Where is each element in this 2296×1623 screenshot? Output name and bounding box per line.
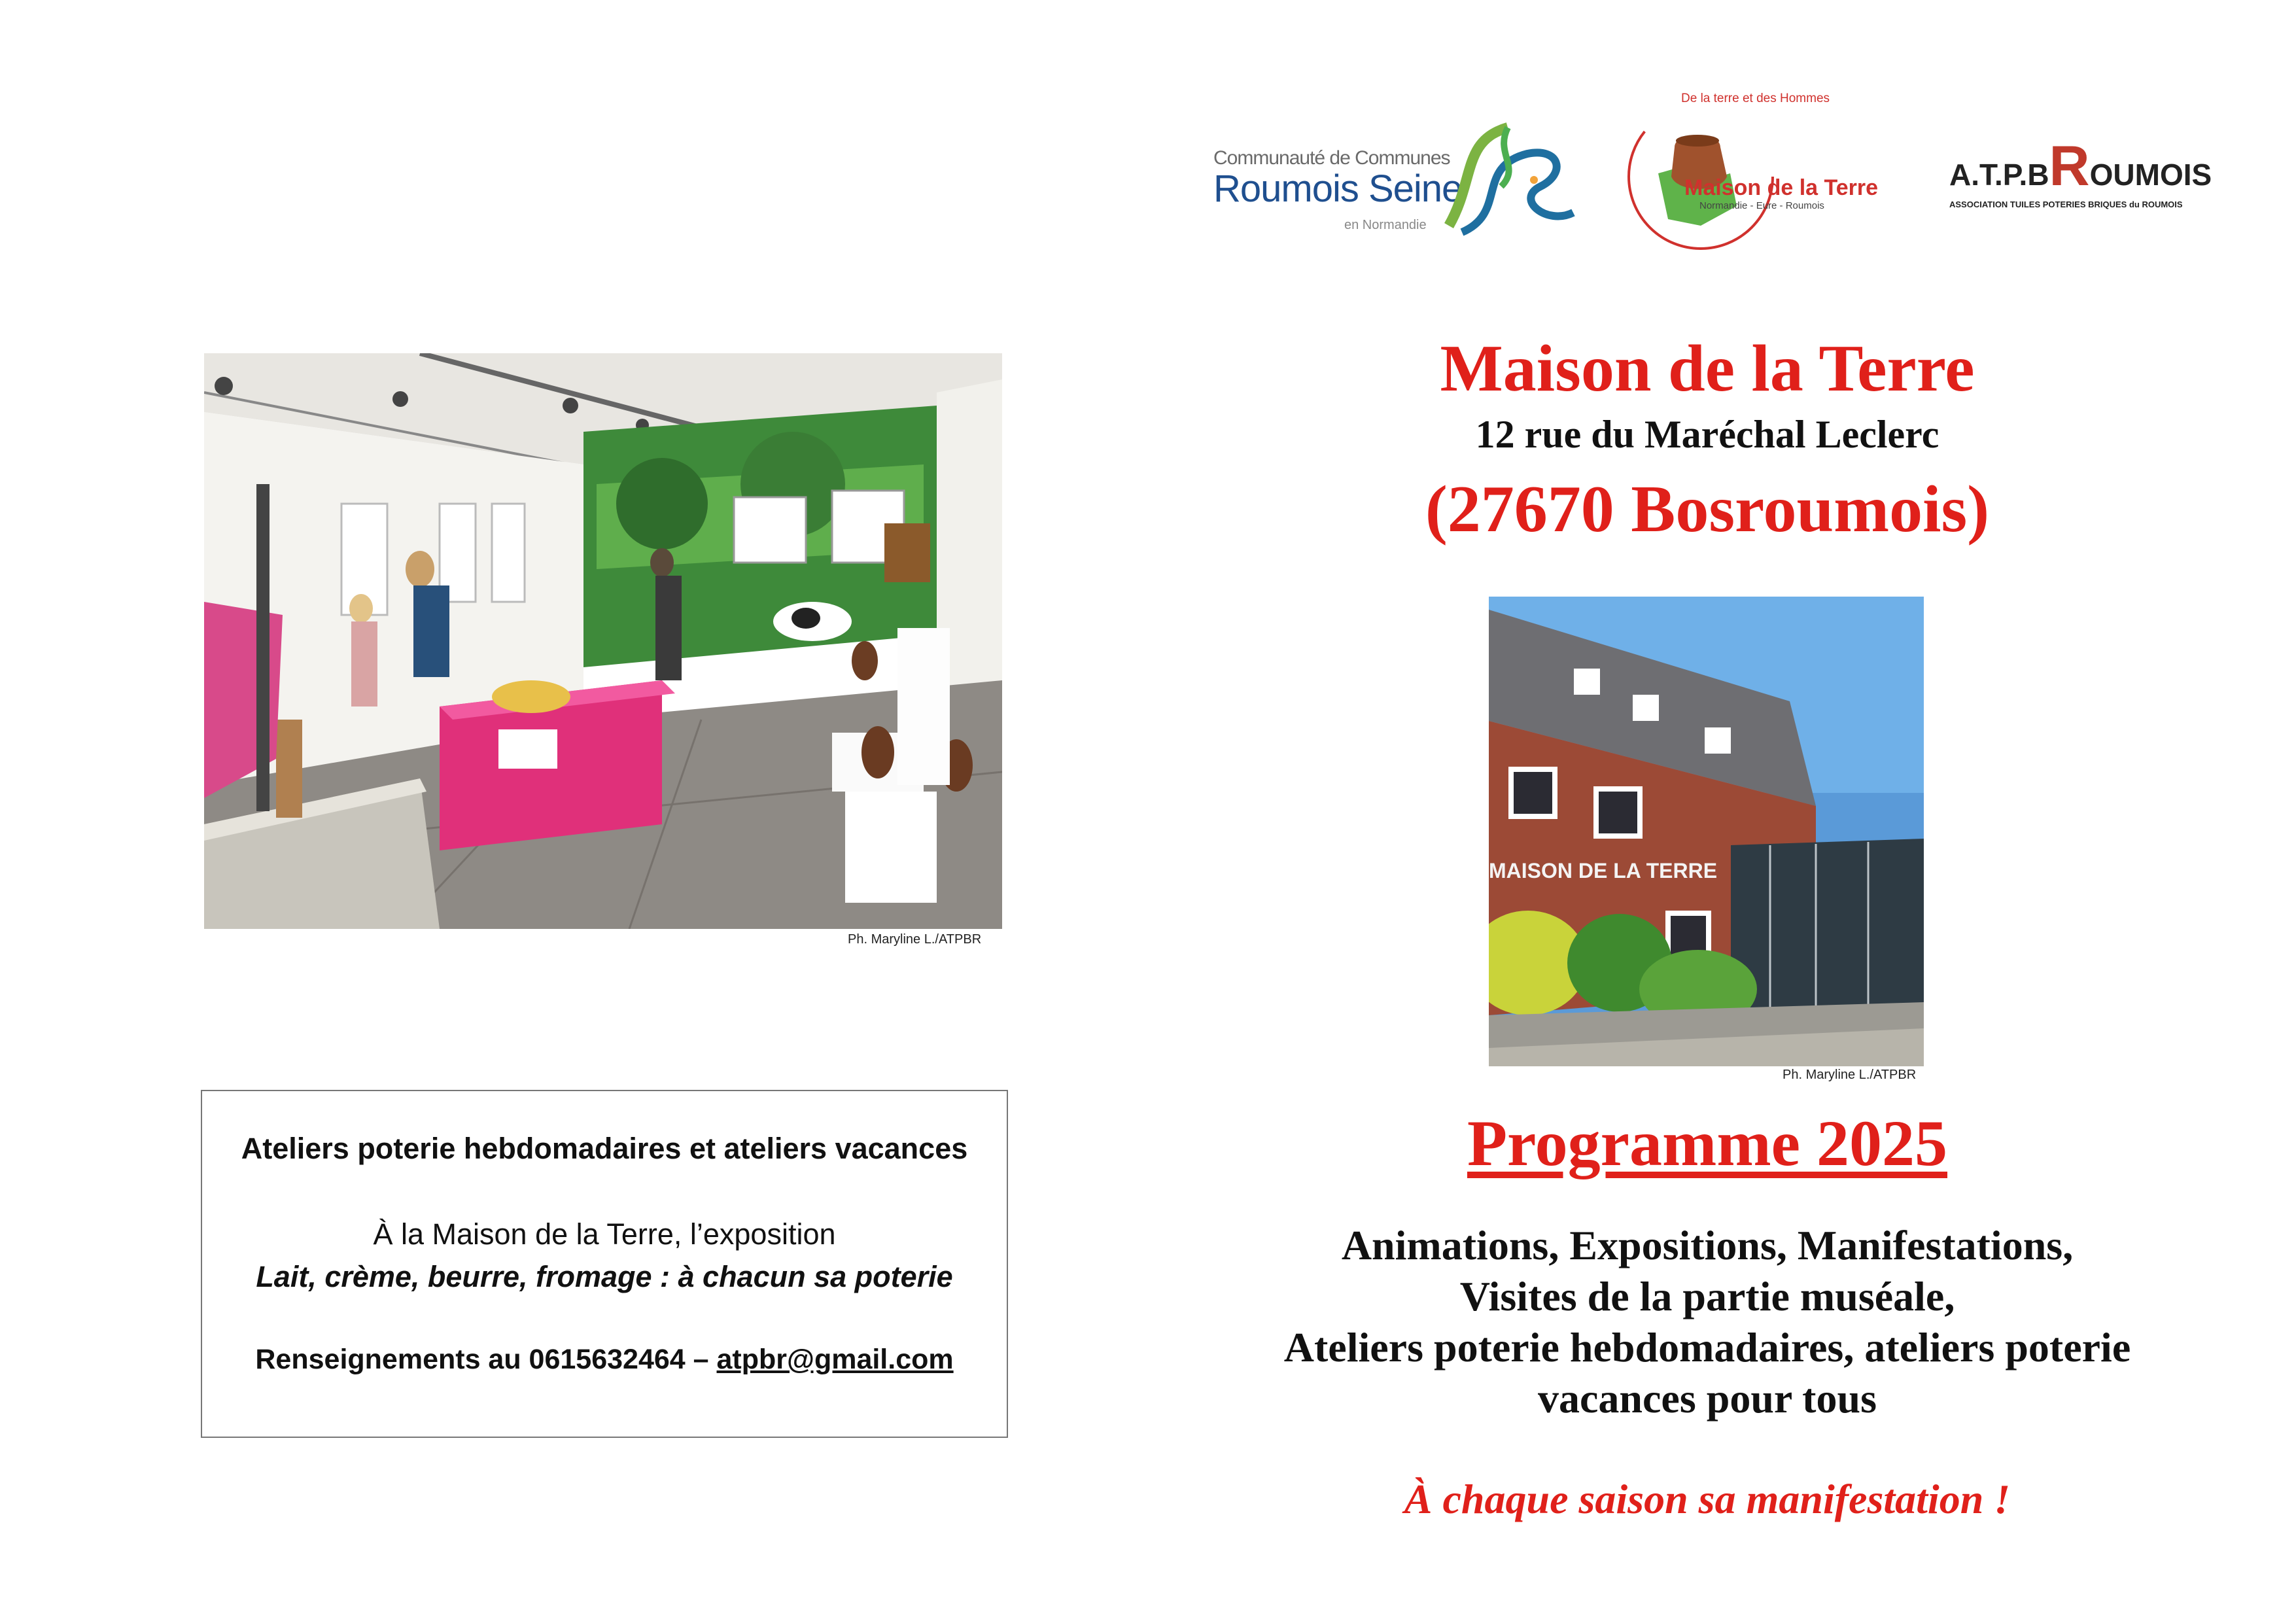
activity-line: vacances pour tous bbox=[1538, 1375, 1877, 1422]
building-photo bbox=[1489, 597, 1924, 1066]
workshop-info-box bbox=[201, 1090, 1008, 1438]
info-workshops: Ateliers poterie hebdomadaires et ateliers vacances bbox=[241, 1132, 968, 1165]
street-address: 12 rue du Maréchal Leclerc bbox=[1475, 413, 1939, 456]
info-phone: Renseignements au 0615632464 – bbox=[255, 1344, 717, 1375]
building-photo-credit: Ph. Maryline L./ATPBR bbox=[1783, 1068, 1917, 1082]
page-title: Maison de la Terre bbox=[1440, 332, 1975, 406]
logo-atpbr-subtitle: ASSOCIATION TUILES POTERIES BRIQUES du ROUMOIS bbox=[1949, 200, 2183, 209]
info-exhibition-title: Lait, crème, beurre, fromage : à chacun sa poterie bbox=[256, 1260, 953, 1293]
logo-atpbr bbox=[1949, 114, 2212, 226]
logo-maison-sub: Normandie - Eure - Roumois bbox=[1699, 200, 1824, 211]
building-sign: MAISON DE LA TERRE bbox=[1489, 859, 1718, 882]
season-tagline: À chaque saison sa manifestation ! bbox=[1404, 1476, 2011, 1522]
programme-heading: Programme 2025 bbox=[1467, 1107, 1948, 1179]
logo-maison-emblem bbox=[1622, 95, 1779, 252]
activity-line: Ateliers poterie hebdomadaires, ateliers poterie bbox=[1283, 1324, 2131, 1370]
logo-atpbr-letters: A.T.P.BROUMOIS bbox=[1949, 135, 2212, 198]
activity-line: Visites de la partie muséale, bbox=[1459, 1273, 1955, 1319]
logo-maison-arc-text: De la terre et des Hommes bbox=[1681, 92, 1830, 105]
postcode-city: (27670 Bosroumois) bbox=[1425, 472, 1990, 546]
logo-communaute-de-communes bbox=[1213, 114, 1580, 249]
logo-ccrs-line3: en Normandie bbox=[1344, 218, 1427, 232]
logo-ccrs-emblem bbox=[1436, 114, 1580, 249]
logo-ccrs-line2: Roumois Seine bbox=[1213, 167, 1463, 210]
activities-list bbox=[1230, 1220, 2185, 1424]
logo-maison-de-la-terre bbox=[1622, 92, 1879, 255]
logo-maison-name: Maison de la Terre bbox=[1684, 175, 1879, 200]
email-link[interactable]: atpbr@gmail.com bbox=[716, 1344, 954, 1375]
exhibition-photo bbox=[204, 353, 1002, 929]
info-contact bbox=[202, 1344, 1007, 1376]
activity-line: Animations, Expositions, Manifestations, bbox=[1341, 1222, 2074, 1268]
logo-ccrs-line1: Communauté de Communes bbox=[1213, 147, 1450, 169]
exhibition-photo-credit: Ph. Maryline L./ATPBR bbox=[848, 932, 982, 947]
info-exhibition-intro: À la Maison de la Terre, l’exposition bbox=[373, 1217, 836, 1251]
